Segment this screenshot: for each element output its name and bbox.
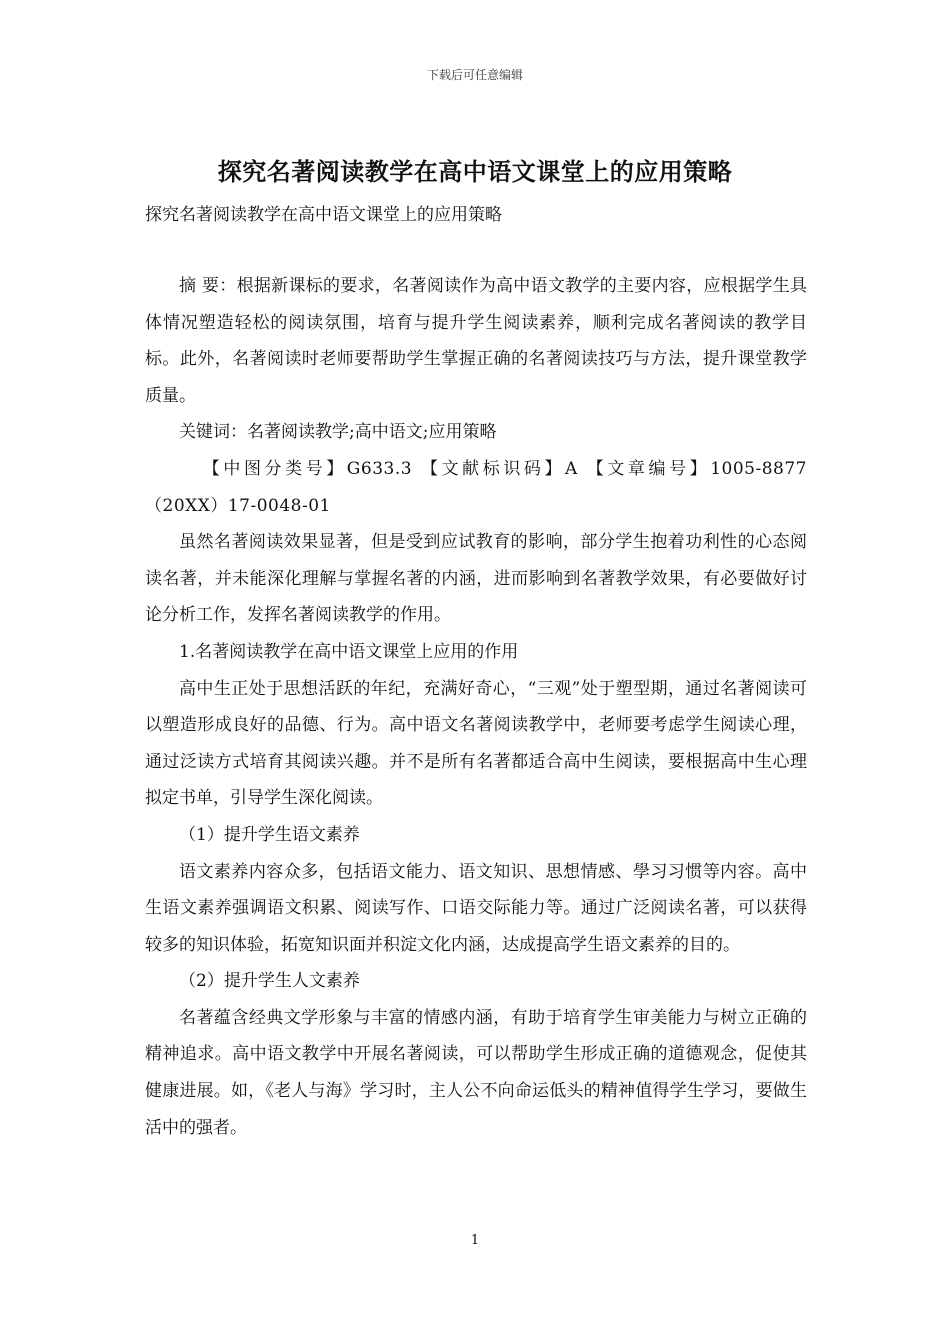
header-note: 下载后可任意编辑 (426, 68, 523, 82)
page-number: 1 (470, 1233, 480, 1248)
subsection-heading: （1）提升学生语文素养 (179, 824, 360, 845)
body-paragraph: 语文素养内容众多，包括语文能力、语文知识、思想情感、學习习惯等内容。高中生语文素养强调语文积累、阅读写作、口语交际能力等。通过广泛阅读名著，可以获得较多的知识体验，拓宽知识面并积淀文化内涵，达成提高学生语文素养的目的。 (145, 861, 807, 955)
document-subtitle: 探究名著阅读教学在高中语文课堂上的应用策略 (145, 205, 502, 225)
abstract-paragraph: 摘 要：根据新课标的要求，名著阅读作为高中语文教学的主要内容，应根据学生具体情况塑造轻松的阅读氛围，培育与提升学生阅读素养，顺利完成名著阅读的教学目标。此外，名著阅读时老师要帮助学生掌握正确的名著阅读技巧与方法，提升课堂教学质量。 (145, 276, 807, 406)
keywords-paragraph: 关键词：名著阅读教学;高中语文;应用策略 (179, 422, 497, 443)
section-heading: 1.名著阅读教学在高中语文课堂上应用的作用 (179, 641, 519, 662)
body-paragraph: 高中生正处于思想活跃的年纪，充满好奇心，“三观”处于塑型期，通过名著阅读可以塑造形成良好的品德、行为。高中语文名著阅读教学中，老师要考虑学生阅读心理，通过泛读方式培育其阅读兴趣。并不是所有名著都适合高中生阅读，要根据高中生心理拟定书单，引导学生深化阅读。 (145, 678, 807, 809)
document-body (145, 268, 807, 1146)
classification-paragraph: 【中图分类号】G633.3 【文献标识码】A 【文章编号】1005-8877（20XX）17-0048-01 (145, 458, 807, 516)
subsection-heading: （2）提升学生人文素养 (179, 971, 360, 992)
body-paragraph: 名著蕴含经典文学形象与丰富的情感内涵，有助于培育学生审美能力与树立正确的精神追求。高中语文教学中开展名著阅读，可以帮助学生形成正确的道德观念，促使其健康进展。如，《老人与海》学习时，主人公不向命运低头的精神值得学生学习，要做生活中的强者。 (145, 1007, 807, 1138)
body-paragraph: 虽然名著阅读效果显著，但是受到应试教育的影响，部分学生抱着功利性的心态阅读名著，并未能深化理解与掌握名著的内涵，进而影响到名著教学效果，有必要做好讨论分析工作，发挥名著阅读教学的作用。 (145, 532, 807, 626)
document-title: 探究名著阅读教学在高中语文课堂上的应用策略 (217, 157, 733, 186)
